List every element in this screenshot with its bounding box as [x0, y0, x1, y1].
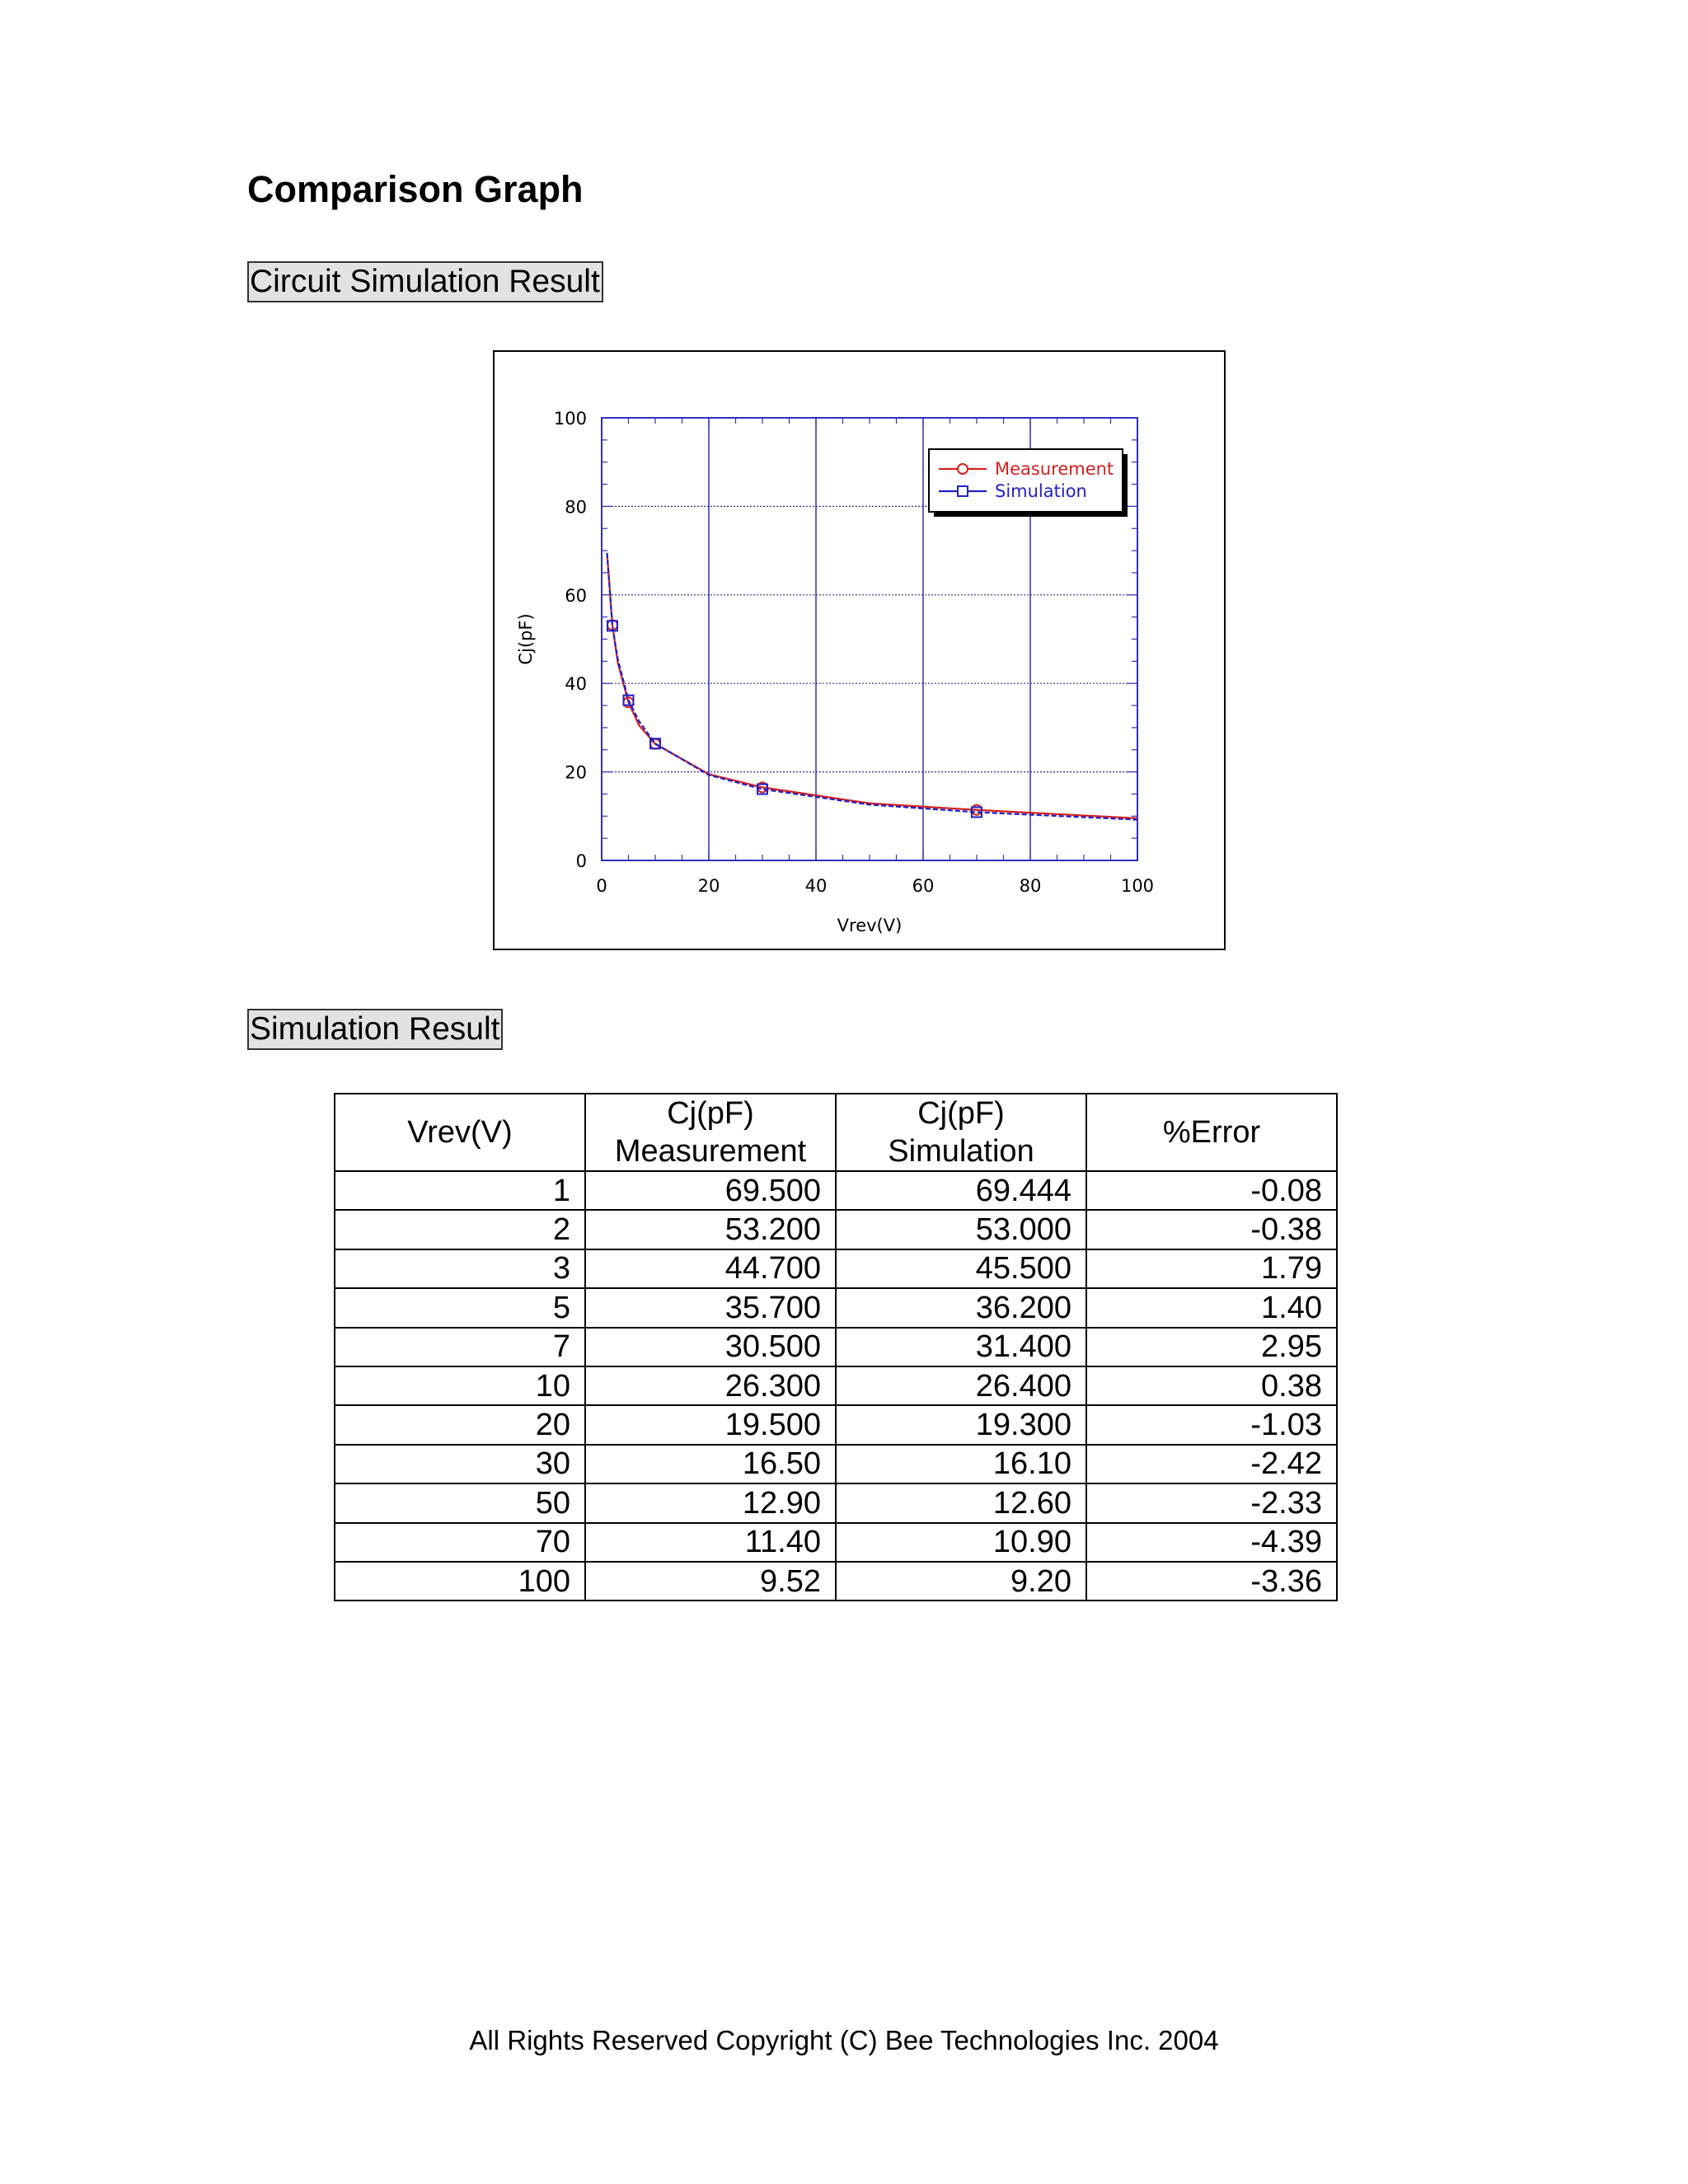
chart-svg [495, 352, 1224, 949]
table-cell: 70 [335, 1523, 585, 1562]
table-cell: 30 [335, 1445, 585, 1483]
table-cell: 1 [335, 1171, 585, 1210]
table-cell: 20 [335, 1405, 585, 1444]
table-row [335, 1171, 1337, 1210]
table-cell: -2.42 [1086, 1445, 1337, 1483]
y-tick-label: 40 [565, 674, 587, 695]
table-cell: -4.39 [1086, 1523, 1337, 1562]
table-cell: 44.700 [585, 1249, 836, 1288]
table-cell: 26.400 [836, 1366, 1086, 1405]
table-cell: 100 [335, 1562, 585, 1601]
page-title: Comparison Graph [247, 168, 584, 210]
table-row [335, 1288, 1337, 1327]
y-tick-label: 100 [553, 409, 587, 429]
table-cell: -0.38 [1086, 1210, 1337, 1249]
x-tick-label: 60 [912, 876, 935, 896]
table-header-cell [335, 1094, 585, 1171]
table-row [335, 1562, 1337, 1601]
table-cell: 19.500 [585, 1405, 836, 1444]
table-header-cell [585, 1094, 836, 1171]
table-cell: -1.03 [1086, 1405, 1337, 1444]
table-cell: 1.79 [1086, 1249, 1337, 1288]
table-header-text: Measurement [614, 1134, 807, 1169]
table-row [335, 1328, 1337, 1366]
x-tick-label: 100 [1120, 876, 1155, 896]
section-label-circuit-simulation: Circuit Simulation Result [247, 261, 603, 302]
table-cell: 69.444 [836, 1171, 1086, 1210]
table-cell: 0.38 [1086, 1366, 1337, 1405]
table-cell: 10.90 [836, 1523, 1086, 1562]
x-tick-label: 40 [804, 876, 828, 896]
table-cell: 53.200 [585, 1210, 836, 1249]
table-cell: 2.95 [1086, 1328, 1337, 1366]
legend-label: Measurement [995, 459, 1114, 479]
y-tick-label: 60 [565, 585, 587, 606]
table-cell: 45.500 [836, 1249, 1086, 1288]
table-header-cell [836, 1094, 1086, 1171]
table-row [335, 1405, 1337, 1444]
table-cell: 3 [335, 1249, 585, 1288]
table-row [335, 1366, 1337, 1405]
table-cell: 2 [335, 1210, 585, 1249]
table-cell: 53.000 [836, 1210, 1086, 1249]
results-table [334, 1093, 1338, 1601]
table-cell: 1.40 [1086, 1288, 1337, 1327]
table-cell: 16.10 [836, 1445, 1086, 1483]
table-cell: 12.60 [836, 1483, 1086, 1522]
table-header-row [335, 1094, 1337, 1171]
y-axis-label: Cj(pF) [516, 613, 536, 665]
table-cell: 36.200 [836, 1288, 1086, 1327]
table-header-text: Cj(pF) [917, 1096, 1005, 1131]
table-cell: 30.500 [585, 1328, 836, 1366]
table-row [335, 1483, 1337, 1522]
table-header-text: %Error [1162, 1115, 1261, 1150]
table-header-text: Cj(pF) [667, 1096, 754, 1131]
y-tick-label: 80 [565, 497, 587, 518]
table-cell: 10 [335, 1366, 585, 1405]
table-cell: 16.50 [585, 1445, 836, 1483]
x-tick-label: 80 [1019, 876, 1042, 896]
table-cell: 12.90 [585, 1483, 836, 1522]
table-cell: 31.400 [836, 1328, 1086, 1366]
legend-label: Simulation [995, 481, 1087, 501]
table-cell: 19.300 [836, 1405, 1086, 1444]
y-tick-label: 0 [575, 851, 587, 871]
table-header-cell [1086, 1094, 1337, 1171]
table-cell: 26.300 [585, 1366, 836, 1405]
table-cell: -3.36 [1086, 1562, 1337, 1601]
table-row [335, 1445, 1337, 1483]
table-cell: 50 [335, 1483, 585, 1522]
table-cell: 5 [335, 1288, 585, 1327]
comparison-chart [493, 350, 1226, 950]
y-tick-label: 20 [565, 762, 587, 783]
section-label-simulation-result: Simulation Result [247, 1009, 503, 1050]
table-header-text: Simulation [888, 1134, 1034, 1169]
x-tick-label: 20 [697, 876, 720, 896]
table-header-text: Vrev(V) [407, 1115, 513, 1150]
table-row [335, 1523, 1337, 1562]
legend-marker [958, 464, 968, 474]
table-cell: -0.08 [1086, 1171, 1337, 1210]
table-cell: 35.700 [585, 1288, 836, 1327]
table-cell: 11.40 [585, 1523, 836, 1562]
table-row [335, 1210, 1337, 1249]
table-cell: 69.500 [585, 1171, 836, 1210]
legend-marker [958, 486, 968, 496]
table-cell: -2.33 [1086, 1483, 1337, 1522]
table-cell: 9.52 [585, 1562, 836, 1601]
x-tick-label: 0 [596, 876, 607, 896]
table-body [335, 1171, 1337, 1601]
x-axis-label: Vrev(V) [837, 916, 903, 935]
table-cell: 9.20 [836, 1562, 1086, 1601]
table-row [335, 1249, 1337, 1288]
table-cell: 7 [335, 1328, 585, 1366]
footer-copyright: All Rights Reserved Copyright (C) Bee Technologies Inc. 2004 [469, 2025, 1219, 2055]
